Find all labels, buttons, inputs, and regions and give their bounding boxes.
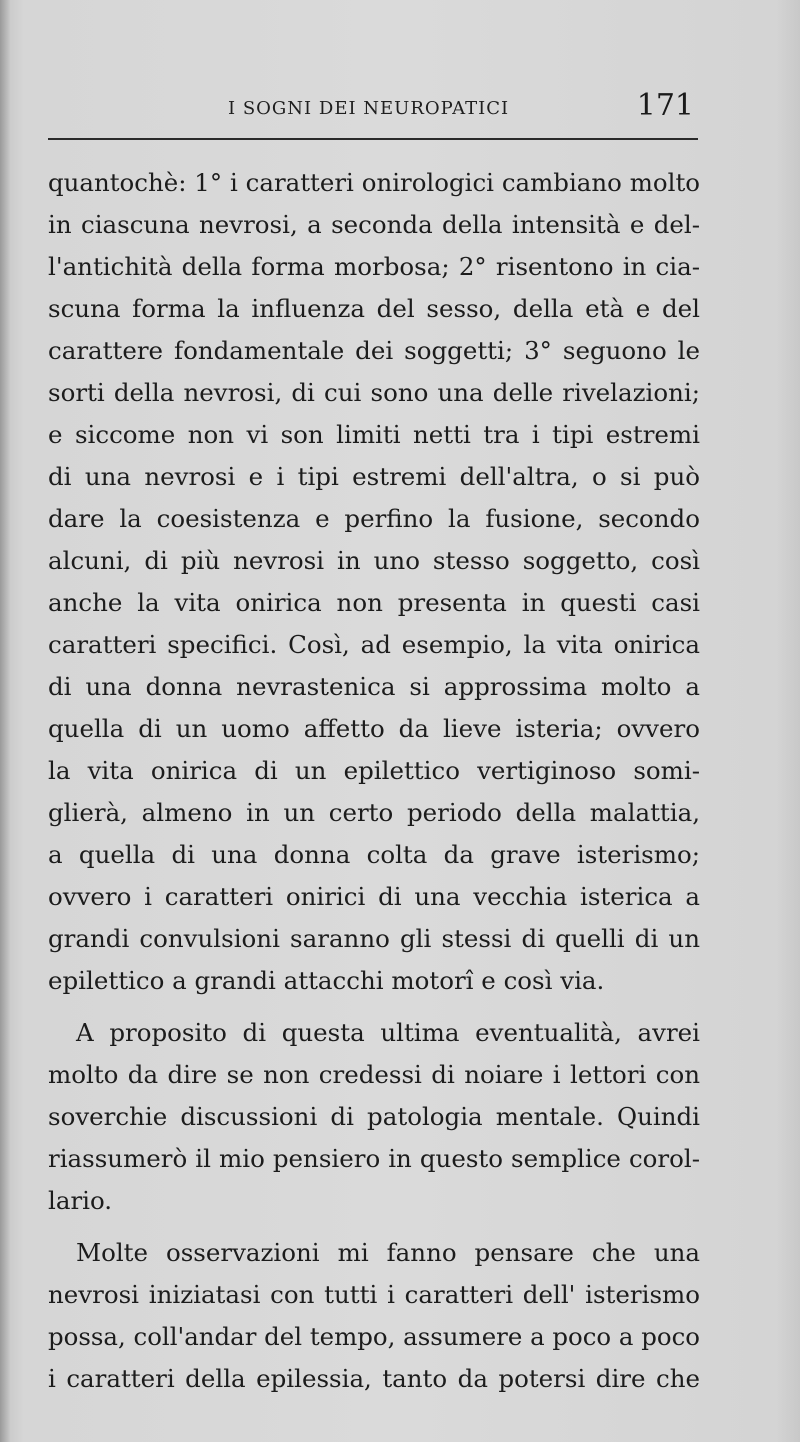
text-line: e siccome non vi son limiti netti tra i tipi estremi — [48, 420, 700, 449]
page-edge-shadow — [0, 0, 10, 1442]
paragraph-2 — [48, 1012, 700, 1222]
text-line: ovvero i caratteri onirici di una vecchia isterica a — [48, 882, 700, 911]
text-line: l'antichità della forma morbosa; 2° risentono in cia- — [48, 252, 700, 281]
header-rule — [48, 138, 698, 140]
paragraph-gap — [48, 1002, 700, 1012]
text-line: possa, coll'andar del tempo, assumere a poco a poco — [48, 1322, 700, 1351]
text-line: anche la vita onirica non presenta in questi casi — [48, 588, 700, 617]
text-line: lario. — [48, 1186, 113, 1215]
text-line: soverchie discussioni di patologia mentale. Quindi — [48, 1102, 700, 1131]
text-line: scuna forma la influenza del sesso, della età e del — [48, 294, 700, 323]
paragraph-1 — [48, 162, 700, 1002]
text-line: Molte osservazioni mi fanno pensare che una — [76, 1238, 700, 1267]
text-line: quantochè: 1° i caratteri onirologici cambiano molto — [48, 168, 700, 197]
body-text — [48, 162, 700, 1400]
text-line: riassumerò il mio pensiero in questo semplice corol- — [48, 1144, 700, 1173]
text-line: di una nevrosi e i tipi estremi dell'altra, o si può — [48, 462, 700, 491]
text-line: nevrosi iniziatasi con tutti i caratteri dell' isterismo — [48, 1280, 700, 1309]
paragraph-3 — [48, 1232, 700, 1400]
text-line: glierà, almeno in un certo periodo della malattia, — [48, 798, 700, 827]
text-line: carattere fondamentale dei soggetti; 3° seguono le — [48, 336, 700, 365]
text-line: molto da dire se non credessi di noiare i lettori con — [48, 1060, 700, 1089]
text-line: grandi convulsioni saranno gli stessi di quelli di un — [48, 924, 700, 953]
text-line: i caratteri della epilessia, tanto da potersi dire che — [48, 1364, 700, 1393]
text-line: quella di un uomo affetto da lieve isteria; ovvero — [48, 714, 700, 743]
running-title: I SOGNI DEI NEUROPATICI — [228, 98, 510, 119]
text-line: caratteri specifici. Così, ad esempio, la vita onirica — [48, 630, 700, 659]
text-line: la vita onirica di un epilettico vertiginoso somi- — [48, 756, 700, 785]
text-line: a quella di una donna colta da grave isterismo; — [48, 840, 700, 869]
page-number: 171 — [636, 88, 694, 123]
text-line: in ciascuna nevrosi, a seconda della intensità e del- — [48, 210, 700, 239]
paragraph-gap — [48, 1222, 700, 1232]
text-line: sorti della nevrosi, di cui sono una delle rivelazioni; — [48, 378, 700, 407]
text-line: di una donna nevrastenica si approssima molto a — [48, 672, 700, 701]
text-line: dare la coesistenza e perfino la fusione, secondo — [48, 504, 700, 533]
text-line: A proposito di questa ultima eventualità, avrei — [76, 1018, 700, 1047]
text-line: alcuni, di più nevrosi in uno stesso soggetto, così — [48, 546, 700, 575]
text-line: epilettico a grandi attacchi motorî e così via. — [48, 966, 605, 995]
page-header — [48, 88, 698, 138]
